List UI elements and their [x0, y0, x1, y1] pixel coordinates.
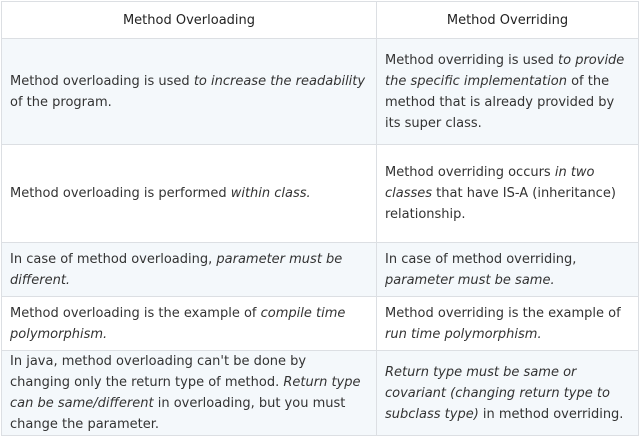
comparison-table-container: [1, 1, 638, 432]
emphasis-text: Return type must be same or covariant: [385, 364, 577, 401]
table-row: [2, 351, 639, 436]
emphasis-text: run time polymorphism.: [385, 326, 542, 342]
overriding-cell: [377, 243, 639, 297]
overriding-cell: [377, 39, 639, 145]
text-segment: Method overriding occurs: [385, 165, 555, 180]
emphasis-text: (changing return type to subclass type): [385, 385, 610, 422]
text-segment: that have IS-A (inheritance) relationship.: [385, 186, 616, 222]
emphasis-text: Return type can be same/different: [10, 375, 361, 411]
text-segment: in method overriding.: [478, 406, 624, 422]
text-segment: Method overloading is performed: [10, 186, 231, 201]
overriding-cell: [377, 145, 639, 243]
overloading-cell: [2, 145, 377, 243]
table-row: [2, 297, 639, 351]
emphasis-text: parameter must be different.: [10, 251, 343, 288]
overloading-cell: [2, 39, 377, 145]
text-segment: In case of method overriding,: [385, 251, 577, 267]
text-segment: In case of method overloading,: [10, 251, 217, 267]
text-segment: Method overloading is the example of: [10, 305, 261, 321]
table-row: [2, 243, 639, 297]
overloading-cell: [2, 297, 377, 351]
text-segment: in overloading, but you must change the parameter.: [10, 396, 346, 432]
emphasis-text: to increase the readability: [193, 73, 366, 89]
header-method-overloading: Method Overloading: [2, 2, 377, 39]
comparison-table: [1, 1, 639, 436]
emphasis-text: compile time polymorphism.: [10, 305, 346, 342]
text-segment: In java, method overloading can't be done by changing only the return type of method.: [10, 354, 307, 390]
emphasis-text: parameter must be same.: [385, 272, 555, 288]
emphasis-text: to provide the specific implementation: [385, 52, 625, 89]
emphasis-text: in two classes: [385, 165, 595, 201]
table-row: [2, 145, 639, 243]
text-segment: Method overriding is the example of: [385, 305, 621, 321]
text-segment: Method overloading is used: [10, 73, 194, 89]
table-header-row: [2, 2, 639, 39]
header-method-overriding: Method Overriding: [377, 2, 639, 39]
overriding-cell: [377, 351, 639, 436]
text-segment: of the program.: [10, 94, 112, 110]
overriding-cell: [377, 297, 639, 351]
overloading-cell: [2, 351, 377, 436]
overloading-cell: [2, 243, 377, 297]
table-row: [2, 39, 639, 145]
text-segment: Method overriding is used: [385, 52, 559, 68]
emphasis-text: within class.: [230, 186, 311, 201]
text-segment: of the method that is already provided by its super class.: [385, 73, 615, 131]
